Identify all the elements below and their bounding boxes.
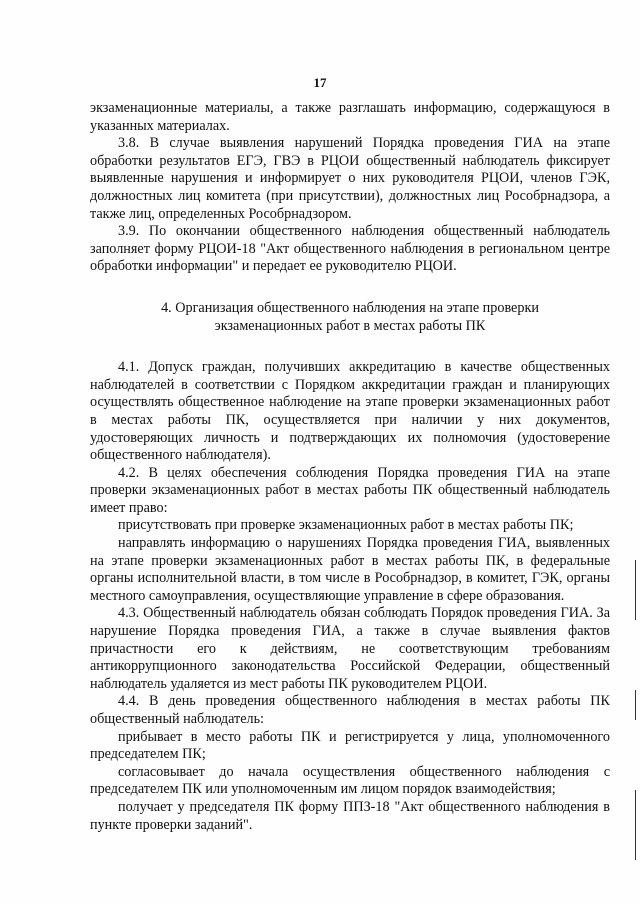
paragraph-4-4: 4.4. В день проведения общественного наблюдения в местах работы ПК общественный наблюдатель: xyxy=(90,693,610,727)
section-title-line-1: 4. Организация общественного наблюдения на этапе проверки xyxy=(161,299,539,316)
page-number: 17 xyxy=(313,75,327,90)
document-body xyxy=(90,100,610,834)
paragraph: экзаменационные материалы, а также разглашать информацию, содержащуюся в указанных материалах. xyxy=(90,100,610,134)
paragraph-4-3: 4.3. Общественный наблюдатель обязан соблюдать Порядок проведения ГИА. За нарушение Порядка проведения ГИА, а также в случае выявления фактов причастности его к действиям, не соответствующим требованиям антикоррупционного законодательства Российской Федерации, общественный наблюдатель удаляется из мест работы ПК руководителем РЦОИ. xyxy=(90,605,610,692)
scan-edge-mark xyxy=(635,690,636,720)
paragraph-4-1: 4.1. Допуск граждан, получивших аккредитацию в качестве общественных наблюдателей в соответствии с Порядком аккредитации граждан и планирующих осуществлять общественное наблюдение на этапе проверки экзаменационных работ в местах работы ПК, осуществляется при наличии у них документов, удостоверяющих личность и подтверждающих их полномочия (удостоверение общественного наблюдателя). xyxy=(90,359,610,464)
list-item-right-2: направлять информацию о нарушениях Порядка проведения ГИА, выявленных на этапе проверки экзаменационных работ в местах работы ПК, в федеральные органы исполнительной власти, в том числе в Рособрнадзор, в комитет, ГЭК, органы местного самоуправления, осуществляющие управление в сфере образования. xyxy=(90,535,610,604)
list-item-duty-3: получает у председателя ПК форму ППЗ-18 "Акт общественного наблюдения в пункте проверки заданий". xyxy=(90,798,610,833)
paragraph-4-2: 4.2. В целях обеспечения соблюдения Порядка проведения ГИА на этапе проверки экзаменационных работ в местах работы ПК общественный наблюдатель имеет право: xyxy=(90,464,610,516)
list-item-duty-1: прибывает в место работы ПК и регистрируется у лица, уполномоченного председателем ПК; xyxy=(90,728,610,763)
scan-edge-mark xyxy=(635,790,636,860)
list-item-right-1: присутствовать при проверке экзаменационных работ в местах работы ПК; xyxy=(118,517,574,534)
list-item-duty-2: согласовывает до начала осуществления общественного наблюдения с председателем ПК или уполномоченным им лицом порядок взаимодействия; xyxy=(90,763,610,798)
section-title xyxy=(90,300,610,335)
section-title-line-2: экзаменационных работ в местах работы ПК xyxy=(214,317,486,334)
paragraph-3-8: 3.8. В случае выявления нарушений Порядка проведения ГИА на этапе обработки результатов ЕГЭ, ГВЭ в РЦОИ общественный наблюдатель фиксирует выявленные нарушения и информирует о них руководителя РЦОИ, членов ГЭК, должностных лиц комитета (при присутствии), должностных лиц Рособрнадзора, а также лиц, определенных Рособрнадзором. xyxy=(90,135,610,222)
paragraph-3-9: 3.9. По окончании общественного наблюдения общественный наблюдатель заполняет форму РЦОИ-18 "Акт общественного наблюдения в региональном центре обработки информации" и передает ее руководителю РЦОИ. xyxy=(90,223,610,275)
scan-edge-mark xyxy=(635,560,636,620)
